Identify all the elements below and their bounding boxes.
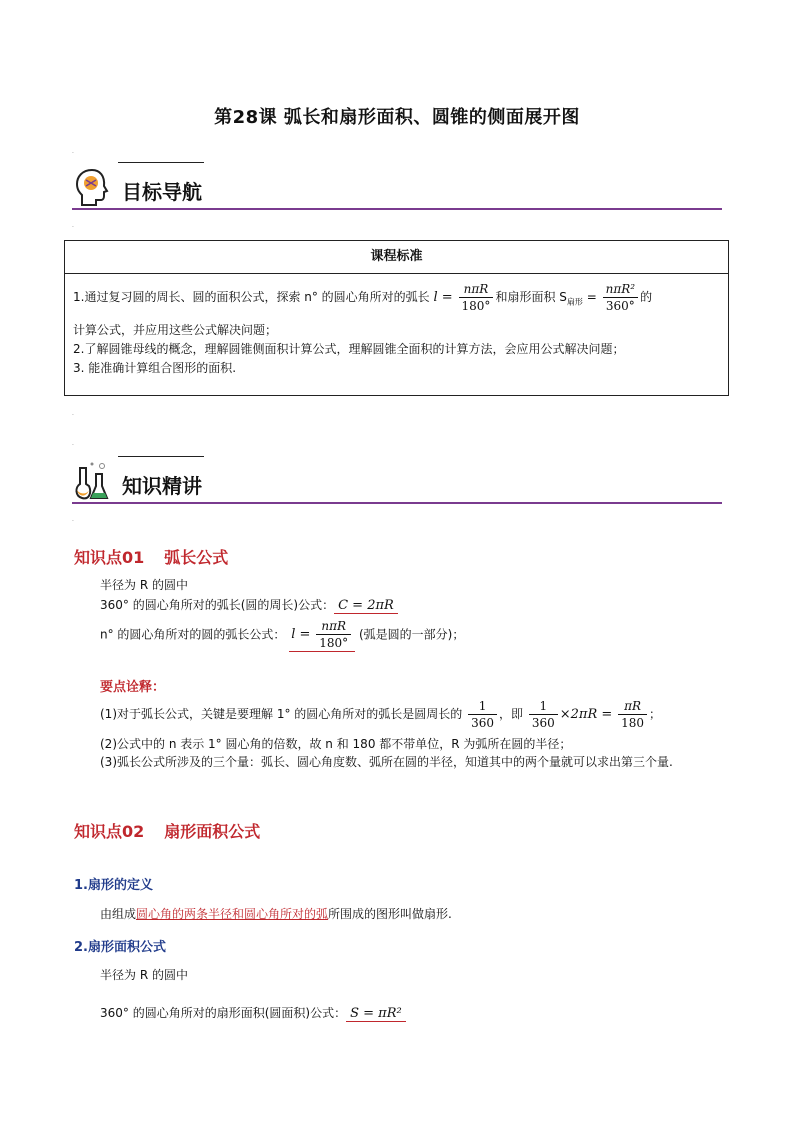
section-rule <box>72 208 722 210</box>
circle-area-formula: S = πR² <box>346 1006 406 1022</box>
note-1: (1)对于弧长公式，关键是要理解 1° 的圆心角所对的弧长是圆周长的 $\frac{1}{360}$ ，即 $\frac{1}{360}$ ×2πR = $\frac{\pi R}{180}$ ； <box>100 699 662 730</box>
dot-marker: . <box>72 516 74 523</box>
dot-marker: . <box>72 222 74 229</box>
section-label: 目标导航 <box>122 180 202 204</box>
flask-icon <box>72 460 112 502</box>
dot-marker: . <box>72 410 74 417</box>
header-top-rule <box>118 162 204 163</box>
section-rule <box>72 502 722 504</box>
note-2: (2)公式中的 n 表示 1° 圆心角的倍数，故 n 和 180 都不带单位，R 为弧所在圆的半径； <box>100 737 572 751</box>
standard-item-2: 2.了解圆锥母线的概念，理解圆锥侧面积计算公式，理解圆锥全面积的计算方法，会应用公式解决问题； <box>73 342 625 357</box>
sector-area-fraction: $\frac{\text{nπR²}}{360^\circ}$ <box>603 281 638 314</box>
kp2-line1: 半径为 R 的圆中 <box>100 968 188 982</box>
kp1-line3: n° 的圆心角所对的圆的弧长公式： l = $\frac{\text{nπR}}{180^\circ}$ (弧是圆的一部分)； <box>100 619 465 650</box>
arc-length-fraction: $\frac{\text{nπR}}{180^\circ}$ <box>459 281 494 314</box>
section-header-goals <box>72 162 722 210</box>
page-title: 第28课 弧长和扇形面积、圆锥的侧面展开图 <box>214 107 580 128</box>
note-3: (3)弧长公式所涉及的三个量：弧长、圆心角度数、弧所在圆的半径，知道其中的两个量就可以求出第三个量. <box>100 755 673 769</box>
header-top-rule <box>118 456 204 457</box>
knowledge-point-01-title: 知识点01 弧长公式 <box>74 548 229 567</box>
circumference-formula: C = 2πR <box>334 598 398 614</box>
definition-highlight: 圆心角的两条半径和圆心角所对的弧 <box>136 907 329 921</box>
standard-item-1: 1.通过复习圆的周长、圆的面积公式，探索 n° 的圆心角所对的弧长 l = $\frac{\text{nπR}}{180^\circ}$ 和扇形面积 $S_{扇形}$ = $\frac{\text{nπR²}}{360^\circ}$ 的 <box>73 282 653 313</box>
brain-head-icon <box>72 166 112 208</box>
standard-item-3: 3. 能准确计算组合图形的面积. <box>73 361 237 376</box>
standard-item-1-cont: 计算公式，并应用这些公式解决问题； <box>73 323 278 338</box>
kp1-line1: 半径为 R 的圆中 <box>100 578 188 592</box>
dot-marker: . <box>72 148 74 155</box>
course-standards-table <box>64 240 729 396</box>
key-points-heading: 要点诠释： <box>100 680 166 695</box>
kp2-line2: 360° 的圆心角所对的扇形面积(圆面积)公式： S = πR² <box>100 1004 406 1023</box>
section-header-knowledge <box>72 456 722 504</box>
sector-definition-heading: 1.扇形的定义 <box>74 878 153 893</box>
table-body <box>65 274 728 382</box>
table-header: 课程标准 <box>65 241 728 274</box>
knowledge-point-02-title: 知识点02 扇形面积公式 <box>74 822 261 841</box>
kp1-line2: 360° 的圆心角所对的弧长(圆的周长)公式： C = 2πR <box>100 596 398 615</box>
dot-marker: . <box>72 440 74 447</box>
arc-length-formula: l = $\frac{\text{nπR}}{180^\circ}$ <box>289 618 355 652</box>
sector-area-heading: 2.扇形面积公式 <box>74 940 166 955</box>
sector-definition: 由组成圆心角的两条半径和圆心角所对的弧所围成的图形叫做扇形. <box>100 907 452 921</box>
section-label: 知识精讲 <box>122 474 202 498</box>
